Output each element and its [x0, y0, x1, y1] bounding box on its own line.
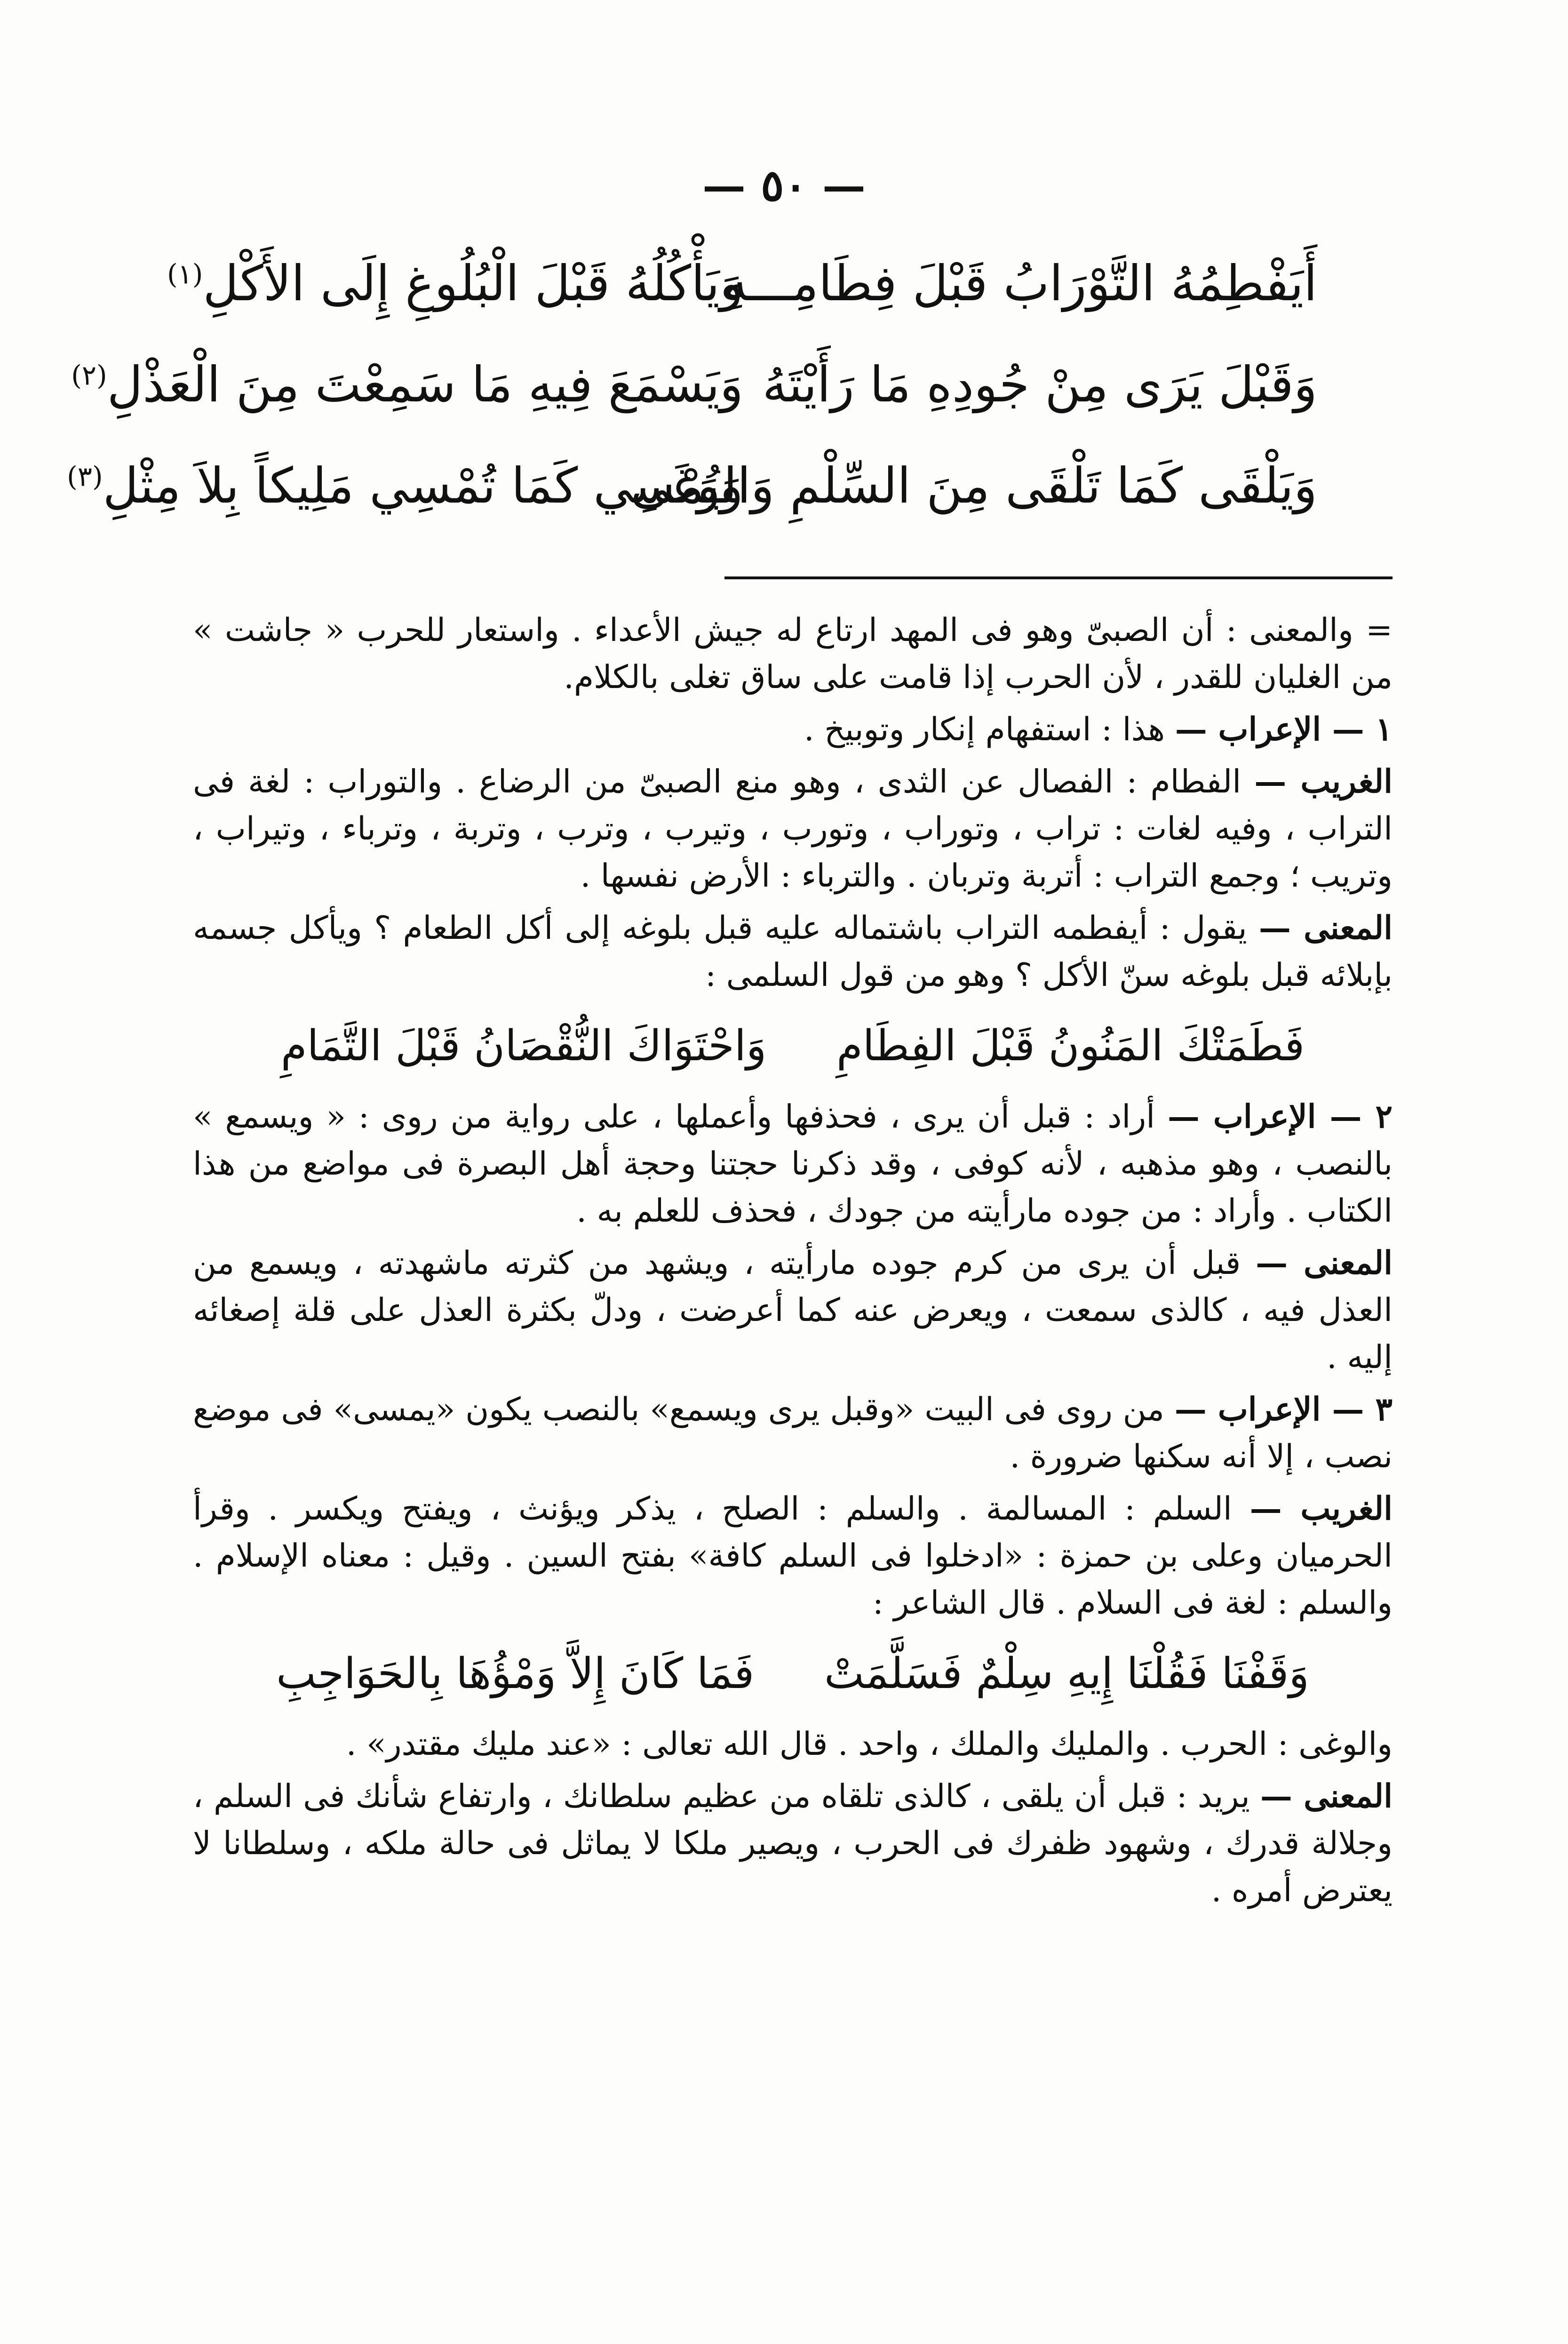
- commentary-paragraph: [193, 1721, 1393, 1768]
- quoted-verse-first: فَطَمَتْكَ المَنُونُ قَبْلَ الفِطَامِ: [836, 1021, 1305, 1071]
- verse-second-text: وَيُمْسِي كَمَا تُمْسِي مَلِيكاً بِلاَ مِثْلِ: [103, 457, 743, 514]
- section-label: ٣ — الإعراب —: [1174, 1391, 1393, 1428]
- quoted-verse-first: وَقَفْنَا فَقُلْنَا إِيهِ سِلْمٌ فَسَلَّمَتْ: [824, 1649, 1309, 1698]
- verse-first-hemistich: وَقَبْلَ يَرَى مِنْ جُودِهِ مَا رَأَيْتَهُ: [762, 356, 1317, 413]
- verse-second-hemistich: [67, 456, 743, 515]
- paragraph-text: يريد : قبل أن يلقى ، كالذى تلقاه من عظيم سلطانك ، وارتفاع شأنك فى السلم ، وجلالة قدرك ، وشهود ظفرك فى الحرب ، ويصير ملكا لا يماثل فى حالة ملكه ، وسلطانا لا يعترض أمره .: [193, 1778, 1393, 1909]
- verse-line: [167, 254, 1317, 355]
- verse-first-hemistich: وَيَلْقَى كَمَا تَلْقَى مِنَ السِّلْمِ وَالوَغَى: [630, 457, 1317, 514]
- commentary-paragraph: [193, 607, 1393, 701]
- verse-first-hemistich: أَيَفْطِمُهُ التَّوْرَابُ قَبْلَ فِطَامِـــهِ: [723, 255, 1317, 312]
- commentary-paragraph: [193, 1240, 1393, 1381]
- verse-second-text: وَيَأْكُلُهُ قَبْلَ الْبُلُوغِ إِلَى الأَكْلِ: [203, 255, 743, 312]
- quoted-verse-second: فَمَا كَانَ إِلاَّ وَمْؤُهَا بِالحَوَاجِبِ: [276, 1649, 755, 1698]
- section-label: ٢ — الإعراب —: [1167, 1098, 1393, 1136]
- section-label: المعنى —: [1260, 1777, 1393, 1815]
- commentary-section: [193, 607, 1393, 1919]
- commentary-paragraph: [193, 904, 1393, 999]
- quoted-verse: [193, 1004, 1393, 1088]
- verse-second-hemistich: [167, 254, 743, 313]
- section-label: المعنى —: [1256, 1244, 1393, 1282]
- commentary-paragraph: [193, 706, 1393, 753]
- paragraph-text: = والمعنى : أن الصبىّ وهو فى المهد ارتاع له جيش الأعداء . واستعار للحرب « جاشت » من الغليان للقدر ، لأن الحرب إذا قامت على ساق تغلى بالكلام.: [193, 612, 1393, 696]
- page-number: — ٥٠ —: [702, 160, 866, 211]
- poem-block: [67, 254, 1317, 558]
- commentary-paragraph: [193, 1093, 1393, 1235]
- commentary-paragraph: [193, 1386, 1393, 1480]
- section-label: الغريب —: [1250, 1490, 1393, 1528]
- commentary-paragraph: [193, 1773, 1393, 1914]
- quoted-verse-second: وَاحْتَوَاكَ النُّقْصَانُ قَبْلَ التَّمَامِ: [280, 1021, 767, 1071]
- footnote-marker: (٢): [71, 359, 107, 392]
- quoted-verse: [193, 1632, 1393, 1716]
- paragraph-text: قبل أن يرى من كرم جوده مارأيته ، ويشهد من كثرته ماشهدته ، ويسمع من العذل فيه ، كالذى سمعت ، ويعرض عنه كما أعرضت ، ودلّ بكثرة العذل على قلة إصغائه إليه .: [193, 1245, 1393, 1376]
- verse-second-text: وَيَسْمَعَ فِيهِ مَا سَمِعْتَ مِنَ الْعَذْلِ: [107, 356, 743, 413]
- verse-line: [71, 355, 1317, 456]
- paragraph-text: يقول : أيفطمه التراب باشتماله عليه قبل بلوغه إلى أكل الطعام ؟ ويأكل جسمه بإبلائه قبل بلوغه سنّ الأكل ؟ وهو من قول السلمى :: [193, 910, 1393, 994]
- paragraph-text: الفطام : الفصال عن الثدى ، وهو منع الصبىّ من الرضاع . والتوراب : لغة فى التراب ، وفيه لغات : تراب ، وتوراب ، وتورب ، وتيرب ، وترب ، وتربة ، وترباء ، وتيراب ، وتريب ؛ وجمع التراب : أتربة وتربان . والترباء : الأرض نفسها .: [193, 763, 1393, 895]
- verse-second-hemistich: [71, 355, 743, 414]
- commentary-paragraph: [193, 758, 1393, 900]
- paragraph-text: هذا : استفهام إنكار وتوبيخ .: [804, 711, 1165, 748]
- paragraph-text: والوغى : الحرب . والمليك والملك ، واحد . قال الله تعالى : «عند مليك مقتدر» .: [346, 1726, 1393, 1763]
- section-label: المعنى —: [1258, 909, 1393, 947]
- paragraph-text: أراد : قبل أن يرى ، فحذفها وأعملها ، على رواية من روى : « ويسمع » بالنصب ، وهو مذهبه ، لأنه كوفى ، وقد ذكرنا حجتنا وحجة أهل البصرة فى مواضع من هذا الكتاب . وأراد : من جوده مارأيته من جودك ، فحذف للعلم به .: [193, 1098, 1393, 1230]
- paragraph-text: السلم : المسالمة . والسلم : الصلح ، يذكر ويؤنث ، ويفتح ويكسر . وقرأ الحرميان وعلى بن حمزة : «ادخلوا فى السلم كافة» بفتح السين . وقيل : معناه الإسلام . والسلم : لغة فى السلام . قال الشاعر :: [193, 1490, 1393, 1622]
- paragraph-text: من روى فى البيت «وقبل يرى ويسمع» بالنصب يكون «يمسى» فى موضع نصب ، إلا أنه سكنها ضرورة .: [193, 1391, 1393, 1475]
- verse-line: [67, 456, 1317, 558]
- commentary-paragraph: [193, 1485, 1393, 1627]
- section-label: الغريب —: [1254, 763, 1393, 800]
- footnote-marker: (١): [167, 258, 203, 290]
- section-label: ١ — الإعراب —: [1175, 711, 1393, 748]
- footnote-marker: (٣): [67, 460, 103, 493]
- footnote-divider: [724, 576, 1393, 579]
